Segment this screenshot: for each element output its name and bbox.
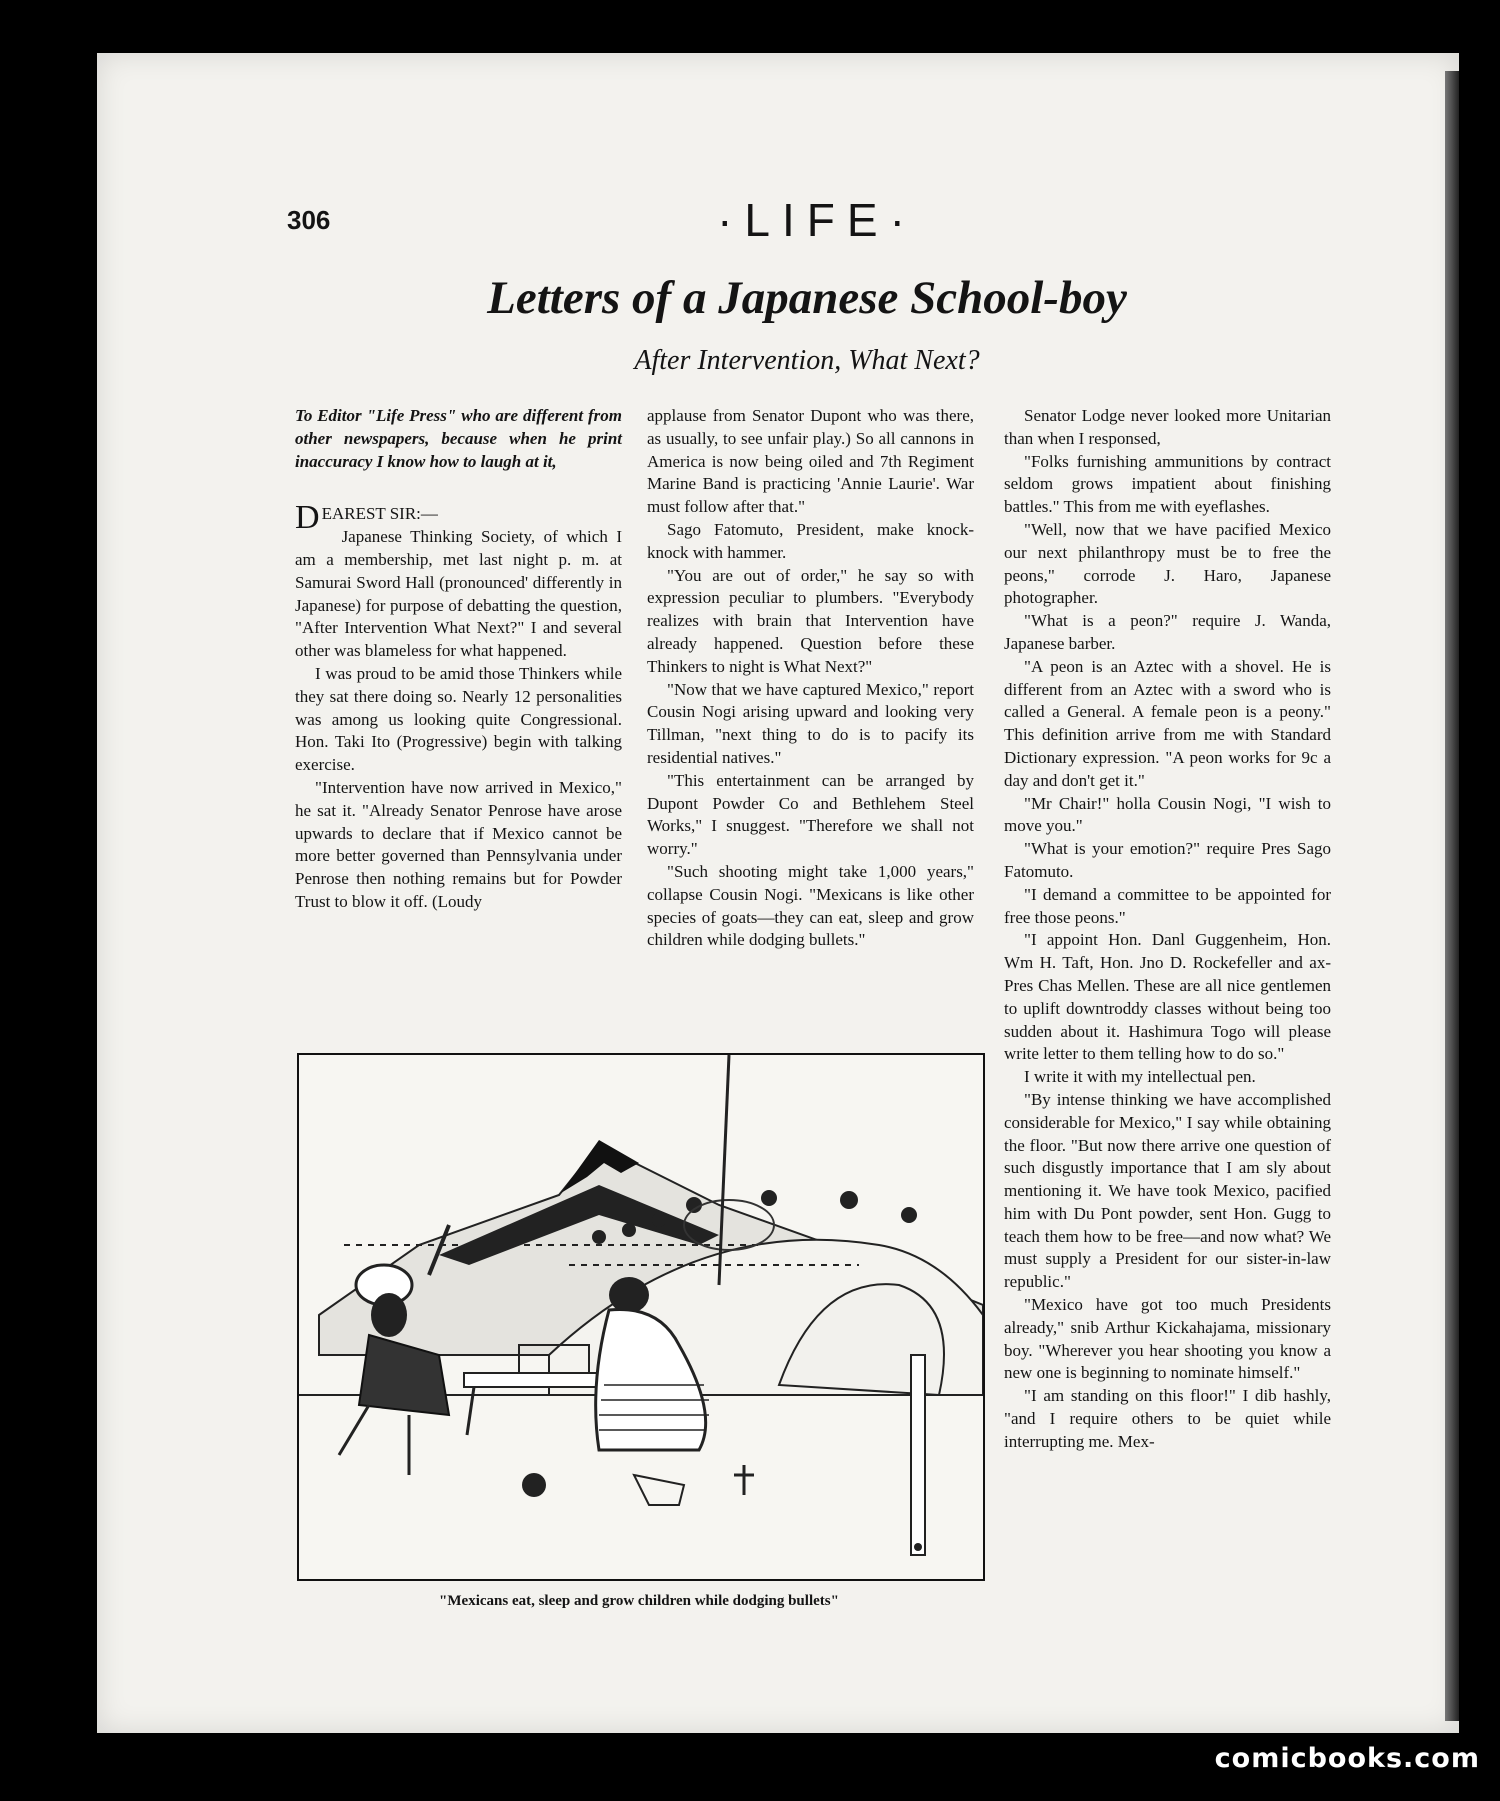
- cartoon-drawing: [299, 1055, 983, 1579]
- paragraph: "Such shooting might take 1,000 years," collapse Cousin Nogi. "Mexicans is like other species of goats—they can eat, sleep and grow children while dodging bullets.": [647, 861, 974, 950]
- magazine-page: [97, 53, 1459, 1733]
- paragraph: "By intense thinking we have accomplished considerable for Mexico," I say while obtaining the floor. "But now there arrive one question of such disgustly importance that I am sly about mentioning it. We have took Mexico, pacified him with Du Pont powder, sent Hon. Gugg to teach them how to be free—and now what? We must supply a President for our sister-in-law republic.": [1004, 1089, 1331, 1292]
- salutation-text: EAREST SIR:—: [321, 504, 438, 524]
- artist-signature-strip: [911, 1355, 925, 1555]
- page-number: 306: [287, 205, 331, 235]
- paragraph: "Mr Chair!" holla Cousin Nogi, "I wish to move you.": [1004, 793, 1331, 836]
- article-subhead: After Intervention, What Next?: [634, 345, 980, 376]
- dog: [522, 1473, 546, 1497]
- woman-head: [609, 1277, 649, 1313]
- paragraph: "You are out of order," he say so with expression peculiar to plumbers. "Everybody realizes with brain that Intervention have already happened. Question before these Thinkers to night is What Next?": [647, 565, 974, 676]
- salutation: [295, 499, 622, 537]
- dog: [634, 1475, 684, 1505]
- paragraph: I was proud to be amid those Thinkers while they sat there doing so. Nearly 12 personalities was among us looking quite Congressional. Hon. Taki Ito (Progressive) begin with talking exercise.: [295, 663, 622, 775]
- paragraph: "Mexico have got too much Presidents already," snib Arthur Kickahajama, missionary boy. "Wherever you hear shooting you know a new one is beginning to nominate himself.": [1004, 1295, 1331, 1383]
- text-column-2: [647, 405, 974, 952]
- paragraph: Sago Fatomuto, President, make knock-knock with hammer.: [647, 519, 974, 562]
- cactus: [734, 1465, 754, 1495]
- paragraph: "I am standing on this floor!" I dib hashly, "and I require others to be quiet while interrupting me. Mex-: [1004, 1386, 1331, 1451]
- dedication: To Editor "Life Press" who are different from other newspapers, because when he print inaccuracy I know how to laugh at it,: [295, 406, 622, 471]
- paragraph: "Well, now that we have pacified Mexico our next philanthropy must be to free the peons," corrode J. Haro, Japanese photographer.: [1004, 519, 1331, 608]
- paragraph: "A peon is an Aztec with a shovel. He is different from an Aztec with a sword who is called a General. A female peon is a peony." This definition arrive from me with Standard Dictionary expression. "A peon works for 9c a day and don't get it.": [1004, 656, 1331, 790]
- cartoon-illustration: [297, 1053, 985, 1581]
- paragraph: applause from Senator Dupont who was there, as usually, to see unfair play.) So all cannons in America is now being oiled and 7th Regiment Marine Band is practicing 'Annie Laurie'. War must follow after that.": [647, 406, 974, 517]
- paragraph: "Folks furnishing ammunitions by contract seldom grows impatient about finishing battles." This from me with eyeflashes.: [1004, 451, 1331, 517]
- paragraph: "Now that we have captured Mexico," report Cousin Nogi arising upward and looking very Tillman, "next thing to do is to pacify its residential natives.": [647, 679, 974, 767]
- paragraph: "I appoint Hon. Danl Guggenheim, Hon. Wm H. Taft, Hon. Jno D. Rockefeller and ax-Pres Chas Mellen. These are all nice gentlemen to uplift downtroddy classes without being too sudden about it. Hashimura Togo will please write letter to them telling how to do so.": [1004, 930, 1331, 1064]
- paragraph: Senator Lodge never looked more Unitarian than when I responsed,: [1004, 406, 1331, 448]
- text-column-3: [1004, 405, 1331, 1454]
- masthead: ·LIFE·: [717, 194, 917, 246]
- page-spine: [1445, 71, 1459, 1721]
- drop-cap: D: [295, 499, 320, 537]
- leg: [339, 1405, 369, 1455]
- paragraph: "This entertainment can be arranged by Dupont Powder Co and Bethlehem Steel Works," I snuggest. "Therefore we shall not worry.": [647, 770, 974, 859]
- paragraph: Japanese Thinking Society, of which I am a membership, met last night p. m. at Samurai Sword Hall (pronounced' differently in Japanese) for purpose of debatting the question, "After Intervention What Next?" I and several other was blameless for what happened.: [295, 527, 622, 661]
- text-column-1: [295, 405, 622, 914]
- paragraph: "What is a peon?" require J. Wanda, Japanese barber.: [1004, 611, 1331, 653]
- article-headline: Letters of a Japanese School-boy: [487, 272, 1127, 324]
- paragraph: "Intervention have now arrived in Mexico," he sat it. "Already Senator Penrose have arose upwards to declare that if Mexico cannot be more better governed than Pennsylvania under Penrose then nothing remains but for Powder Trust to blow it off. (Loudy: [295, 777, 622, 911]
- paragraph: I write it with my intellectual pen.: [1024, 1067, 1256, 1087]
- paragraph: "What is your emotion?" require Pres Sago Fatomuto.: [1004, 839, 1331, 881]
- man-head: [371, 1293, 407, 1337]
- illustration-caption: "Mexicans eat, sleep and grow children while dodging bullets": [439, 1593, 839, 1609]
- paragraph: "I demand a committee to be appointed for free those peons.": [1004, 884, 1331, 927]
- watermark: comicbooks.com: [1214, 1743, 1480, 1774]
